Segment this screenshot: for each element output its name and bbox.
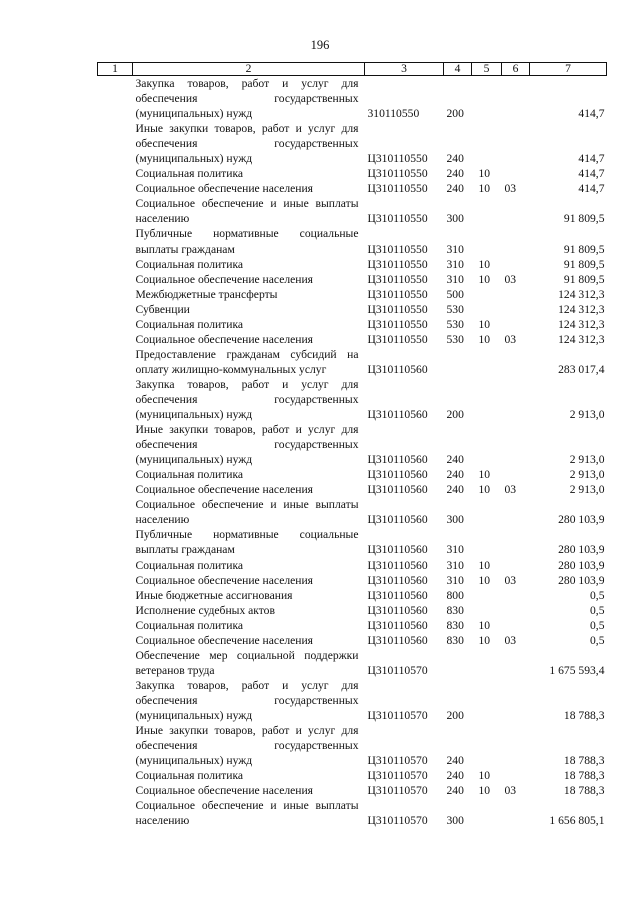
row-target-code: Ц310110560 — [367, 543, 428, 557]
row-subsection: 03 — [504, 573, 517, 587]
row-expense-type: 530 — [446, 317, 464, 331]
row-section: 10 — [478, 784, 491, 798]
row-index-cell — [98, 603, 133, 618]
row-section: 10 — [478, 558, 491, 572]
row-target-code: Ц310110570 — [367, 754, 428, 768]
row-expense-type: 830 — [446, 603, 464, 617]
row-expense-type — [444, 648, 472, 678]
row-subsection — [502, 317, 530, 332]
row-expense-type: 200 — [446, 708, 464, 722]
column-header: 4 — [444, 63, 472, 76]
row-index-cell — [98, 302, 133, 317]
row-section: 10 — [478, 483, 491, 497]
row-subsection — [502, 196, 530, 226]
row-amount: 283 017,4 — [558, 362, 605, 376]
row-name: Социальное обеспечение населения — [135, 332, 314, 346]
row-amount: 414,7 — [578, 182, 605, 196]
column-header: 2 — [133, 63, 365, 76]
row-index-cell — [98, 377, 133, 422]
row-target-code: Ц310110570 — [367, 784, 428, 798]
row-name: Иные закупки товаров, работ и услуг для обеспечения государственных (муниципальных) нужд — [135, 423, 359, 467]
row-name: Социальная политика — [135, 468, 244, 482]
row-expense-type: 800 — [446, 588, 464, 602]
row-expense-type: 240 — [446, 152, 464, 166]
row-amount: 280 103,9 — [558, 558, 605, 572]
row-name: Исполнение судебных актов — [135, 603, 275, 617]
row-subsection — [502, 257, 530, 272]
row-section — [472, 121, 502, 166]
row-amount: 124 312,3 — [558, 332, 605, 346]
row-subsection — [502, 678, 530, 723]
table-row — [98, 287, 607, 302]
table-row — [98, 181, 607, 196]
row-section: 10 — [478, 769, 491, 783]
row-target-code: Ц310110550 — [367, 257, 428, 271]
row-expense-type: 240 — [446, 453, 464, 467]
row-name: Социальное обеспечение населения — [135, 633, 314, 647]
row-index-cell — [98, 768, 133, 783]
row-subsection: 03 — [504, 332, 517, 346]
table-row — [98, 377, 607, 422]
table-row — [98, 618, 607, 633]
row-target-code: 310110550 — [367, 107, 420, 121]
row-section — [472, 527, 502, 557]
row-index-cell — [98, 257, 133, 272]
row-name: Социальное обеспечение населения — [135, 784, 314, 798]
row-expense-type: 240 — [446, 483, 464, 497]
row-amount: 2 913,0 — [569, 483, 605, 497]
row-section — [472, 347, 502, 377]
row-expense-type: 200 — [446, 107, 464, 121]
row-subsection — [502, 422, 530, 467]
row-expense-type: 310 — [446, 242, 464, 256]
row-amount: 414,7 — [578, 167, 605, 181]
row-name: Публичные нормативные социальные выплаты гражданам — [135, 227, 359, 256]
row-amount: 2 913,0 — [569, 408, 605, 422]
row-amount: 2 913,0 — [569, 453, 605, 467]
row-amount: 91 809,5 — [563, 272, 605, 286]
row-name: Социальное обеспечение населения — [135, 483, 314, 497]
row-subsection — [502, 497, 530, 527]
row-name: Закупка товаров, работ и услуг для обеспечения государственных (муниципальных) нужд — [135, 678, 359, 722]
row-index-cell — [98, 588, 133, 603]
row-amount: 0,5 — [590, 603, 605, 617]
row-expense-type: 500 — [446, 287, 464, 301]
row-target-code: Ц310110570 — [367, 814, 428, 828]
row-expense-type: 310 — [446, 543, 464, 557]
row-expense-type: 300 — [446, 814, 464, 828]
row-subsection — [502, 347, 530, 377]
row-name: Социальное обеспечение и иные выплаты населению — [135, 498, 359, 527]
row-name: Социальное обеспечение и иные выплаты населению — [135, 799, 359, 828]
row-index-cell — [98, 422, 133, 467]
table-row — [98, 272, 607, 287]
row-expense-type: 200 — [446, 408, 464, 422]
table-row — [98, 678, 607, 723]
row-subsection — [502, 467, 530, 482]
row-amount: 124 312,3 — [558, 287, 605, 301]
row-name: Социальная политика — [135, 257, 244, 271]
table-row — [98, 332, 607, 347]
row-name: Социальное обеспечение и иные выплаты населению — [135, 197, 359, 226]
row-amount: 124 312,3 — [558, 317, 605, 331]
row-section: 10 — [478, 332, 491, 346]
row-target-code: Ц310110550 — [367, 152, 428, 166]
table-row — [98, 226, 607, 256]
row-amount: 414,7 — [578, 107, 605, 121]
row-section — [472, 497, 502, 527]
row-subsection — [502, 618, 530, 633]
table-row — [98, 527, 607, 557]
table-row — [98, 723, 607, 768]
row-subsection — [502, 798, 530, 828]
row-index-cell — [98, 558, 133, 573]
row-target-code: Ц310110560 — [367, 513, 428, 527]
row-section — [472, 798, 502, 828]
table-row — [98, 588, 607, 603]
column-header: 1 — [98, 63, 133, 76]
row-amount: 18 788,3 — [563, 754, 605, 768]
row-index-cell — [98, 76, 133, 122]
row-amount: 280 103,9 — [558, 513, 605, 527]
row-expense-type: 300 — [446, 212, 464, 226]
row-subsection — [502, 76, 530, 122]
row-target-code: Ц310110560 — [367, 588, 428, 602]
row-section — [472, 422, 502, 467]
row-index-cell — [98, 166, 133, 181]
row-name: Социальная политика — [135, 618, 244, 632]
row-section: 10 — [478, 573, 491, 587]
row-index-cell — [98, 181, 133, 196]
row-name: Межбюджетные трансферты — [135, 287, 278, 301]
row-name: Социальная политика — [135, 167, 244, 181]
row-index-cell — [98, 648, 133, 678]
row-expense-type: 240 — [446, 784, 464, 798]
row-name: Закупка товаров, работ и услуг для обеспечения государственных (муниципальных) нужд — [135, 377, 359, 422]
row-index-cell — [98, 467, 133, 482]
row-target-code: Ц310110560 — [367, 573, 428, 587]
table-row — [98, 768, 607, 783]
row-amount: 18 788,3 — [563, 708, 605, 722]
row-section — [472, 302, 502, 317]
row-target-code: Ц310110550 — [367, 212, 428, 226]
row-section — [472, 588, 502, 603]
row-section: 10 — [478, 272, 491, 286]
table-row — [98, 302, 607, 317]
row-target-code: Ц310110550 — [367, 332, 428, 346]
row-index-cell — [98, 226, 133, 256]
row-subsection: 03 — [504, 483, 517, 497]
row-subsection — [502, 588, 530, 603]
table-row — [98, 76, 607, 122]
table-row — [98, 573, 607, 588]
row-expense-type: 240 — [446, 754, 464, 768]
row-index-cell — [98, 783, 133, 798]
row-subsection — [502, 377, 530, 422]
row-target-code: Ц310110560 — [367, 558, 428, 572]
row-section — [472, 603, 502, 618]
row-amount: 0,5 — [590, 588, 605, 602]
row-name: Социальное обеспечение населения — [135, 272, 314, 286]
row-target-code: Ц310110560 — [367, 362, 428, 376]
budget-table — [97, 62, 606, 828]
table-row — [98, 558, 607, 573]
row-amount: 280 103,9 — [558, 573, 605, 587]
row-section: 10 — [478, 257, 491, 271]
row-name: Закупка товаров, работ и услуг для обеспечения государственных (муниципальных) нужд — [135, 77, 359, 121]
row-expense-type: 310 — [446, 558, 464, 572]
row-target-code: Ц310110550 — [367, 182, 428, 196]
row-expense-type: 240 — [446, 468, 464, 482]
row-section — [472, 226, 502, 256]
row-name: Субвенции — [135, 302, 190, 316]
row-subsection: 03 — [504, 182, 517, 196]
table-row — [98, 482, 607, 497]
table-row — [98, 648, 607, 678]
table-row — [98, 798, 607, 828]
row-target-code: Ц310110560 — [367, 468, 428, 482]
table-row — [98, 121, 607, 166]
column-header: 3 — [365, 63, 444, 76]
row-target-code: Ц310110550 — [367, 167, 428, 181]
row-section: 10 — [478, 633, 491, 647]
page-number: 196 — [310, 38, 330, 52]
row-target-code: Ц310110560 — [367, 603, 428, 617]
row-expense-type: 300 — [446, 513, 464, 527]
row-amount: 0,5 — [590, 633, 605, 647]
row-name: Предоставление гражданам субсидий на оплату жилищно-коммунальных услуг — [135, 347, 359, 376]
row-name: Социальная политика — [135, 769, 244, 783]
table-row — [98, 347, 607, 377]
row-subsection — [502, 302, 530, 317]
row-section — [472, 648, 502, 678]
row-index-cell — [98, 272, 133, 287]
row-section — [472, 723, 502, 768]
row-target-code: Ц310110550 — [367, 272, 428, 286]
row-amount: 91 809,5 — [563, 242, 605, 256]
row-index-cell — [98, 723, 133, 768]
row-expense-type: 310 — [446, 257, 464, 271]
row-amount: 91 809,5 — [563, 212, 605, 226]
table-row — [98, 633, 607, 648]
row-target-code: Ц310110560 — [367, 618, 428, 632]
row-index-cell — [98, 798, 133, 828]
row-name: Социальная политика — [135, 558, 244, 572]
row-index-cell — [98, 332, 133, 347]
row-index-cell — [98, 196, 133, 226]
row-amount: 124 312,3 — [558, 302, 605, 316]
row-name: Обеспечение мер социальной поддержки ветеранов труда — [135, 648, 359, 677]
row-index-cell — [98, 317, 133, 332]
row-name: Иные бюджетные ассигнования — [135, 588, 293, 602]
row-index-cell — [98, 527, 133, 557]
row-amount: 18 788,3 — [563, 769, 605, 783]
row-expense-type: 240 — [446, 182, 464, 196]
row-target-code: Ц310110550 — [367, 317, 428, 331]
row-index-cell — [98, 347, 133, 377]
row-name: Социальная политика — [135, 317, 244, 331]
row-subsection — [502, 226, 530, 256]
row-section — [472, 196, 502, 226]
row-target-code: Ц310110560 — [367, 633, 428, 647]
row-expense-type: 830 — [446, 618, 464, 632]
row-target-code: Ц310110550 — [367, 242, 428, 256]
row-subsection — [502, 648, 530, 678]
row-name: Публичные нормативные социальные выплаты гражданам — [135, 528, 359, 557]
row-index-cell — [98, 633, 133, 648]
row-subsection — [502, 603, 530, 618]
row-subsection: 03 — [504, 272, 517, 286]
table-row — [98, 783, 607, 798]
row-expense-type: 240 — [446, 769, 464, 783]
table-row — [98, 317, 607, 332]
row-target-code: Ц310110560 — [367, 408, 428, 422]
row-subsection — [502, 527, 530, 557]
row-section: 10 — [478, 468, 491, 482]
row-name: Социальное обеспечение населения — [135, 182, 314, 196]
row-target-code: Ц310110550 — [367, 302, 428, 316]
row-subsection: 03 — [504, 784, 517, 798]
row-index-cell — [98, 573, 133, 588]
row-target-code: Ц310110560 — [367, 483, 428, 497]
row-name: Социальное обеспечение населения — [135, 573, 314, 587]
row-target-code: Ц310110570 — [367, 769, 428, 783]
row-subsection — [502, 287, 530, 302]
row-target-code: Ц310110560 — [367, 453, 428, 467]
row-section: 10 — [478, 317, 491, 331]
row-subsection — [502, 121, 530, 166]
row-section — [472, 678, 502, 723]
table-row — [98, 196, 607, 226]
row-index-cell — [98, 678, 133, 723]
row-section — [472, 76, 502, 122]
table-row — [98, 422, 607, 467]
column-header: 5 — [472, 63, 502, 76]
column-header: 6 — [502, 63, 530, 76]
row-expense-type: 530 — [446, 332, 464, 346]
row-index-cell — [98, 121, 133, 166]
row-subsection — [502, 166, 530, 181]
row-subsection: 03 — [504, 633, 517, 647]
row-name: Иные закупки товаров, работ и услуг для обеспечения государственных (муниципальных) нужд — [135, 122, 359, 166]
row-amount: 91 809,5 — [563, 257, 605, 271]
row-target-code: Ц310110570 — [367, 708, 428, 722]
row-expense-type: 310 — [446, 573, 464, 587]
row-amount: 1 675 593,4 — [549, 663, 605, 677]
row-expense-type: 830 — [446, 633, 464, 647]
row-subsection — [502, 558, 530, 573]
row-name: Иные закупки товаров, работ и услуг для обеспечения государственных (муниципальных) нужд — [135, 724, 359, 768]
row-expense-type — [444, 347, 472, 377]
column-number-header — [98, 63, 607, 76]
row-amount: 2 913,0 — [569, 468, 605, 482]
row-amount: 414,7 — [578, 152, 605, 166]
row-amount: 0,5 — [590, 618, 605, 632]
row-amount: 280 103,9 — [558, 543, 605, 557]
row-section — [472, 287, 502, 302]
row-expense-type: 240 — [446, 167, 464, 181]
table-row — [98, 497, 607, 527]
row-section: 10 — [478, 167, 491, 181]
row-section — [472, 377, 502, 422]
column-header: 7 — [530, 63, 607, 76]
row-subsection — [502, 723, 530, 768]
table-row — [98, 467, 607, 482]
row-amount: 1 656 805,1 — [549, 814, 605, 828]
row-amount: 18 788,3 — [563, 784, 605, 798]
table-row — [98, 166, 607, 181]
row-index-cell — [98, 287, 133, 302]
row-subsection — [502, 768, 530, 783]
row-expense-type: 530 — [446, 302, 464, 316]
row-index-cell — [98, 497, 133, 527]
row-index-cell — [98, 482, 133, 497]
row-index-cell — [98, 618, 133, 633]
row-section: 10 — [478, 618, 491, 632]
table-row — [98, 603, 607, 618]
row-target-code: Ц310110570 — [367, 663, 428, 677]
table-row — [98, 257, 607, 272]
row-target-code: Ц310110550 — [367, 287, 428, 301]
row-expense-type: 310 — [446, 272, 464, 286]
row-section: 10 — [478, 182, 491, 196]
